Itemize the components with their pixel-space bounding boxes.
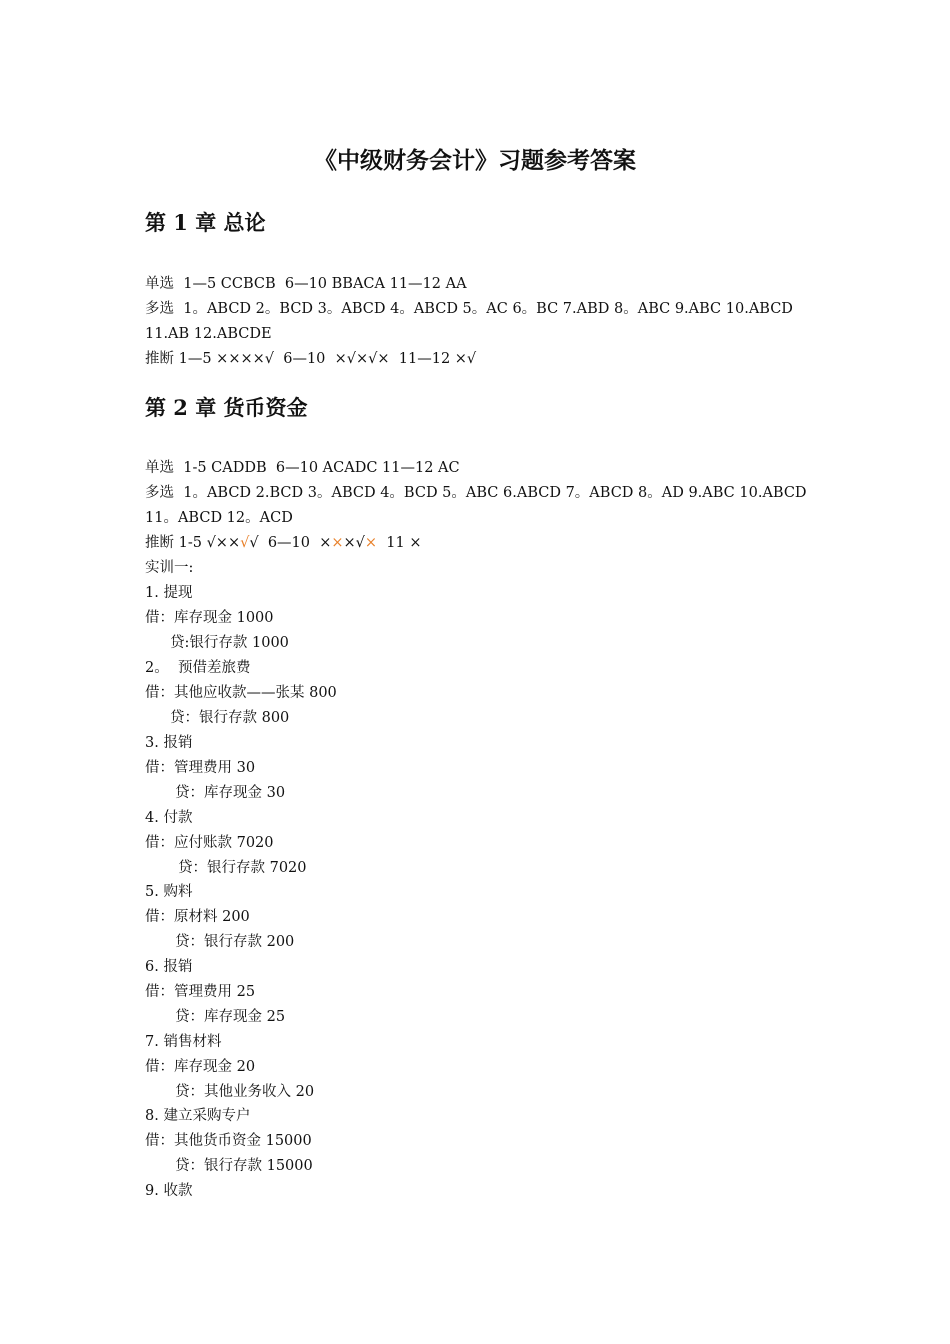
entry-credit: 贷：银行存款 800 [170, 710, 290, 726]
entry-debit: 借：管理费用 30 [145, 760, 256, 776]
ch2-single-choice: 单选 1-5 CADDB 6—10 ACADC 11—12 AC [145, 460, 460, 476]
judge-part-f-highlight: × [364, 535, 378, 551]
entry-debit: 借：原材料 200 [145, 909, 250, 925]
judge-part-a: 推断 1-5 √×× [145, 535, 241, 551]
entry-credit: 贷：银行存款 200 [175, 934, 295, 950]
entry-title: 2。 预借差旅费 [145, 660, 251, 676]
judge-part-d-highlight: × [331, 535, 344, 551]
entry-credit: 贷：库存现金 30 [175, 785, 286, 801]
entry-title: 5. 购料 [145, 884, 193, 900]
ch2-multi-choice: 多选 1。ABCD 2.BCD 3。ABCD 4。BCD 5。ABC 6.ABCD 7。ABCD 8。AD 9.ABC 10.ABCD [145, 485, 807, 501]
entry-debit: 借：应付账款 7020 [145, 835, 274, 851]
entry-credit: 贷：银行存款 15000 [175, 1158, 313, 1174]
entry-debit: 借：库存现金 20 [145, 1059, 256, 1075]
entry-title: 8. 建立采购专户 [145, 1108, 251, 1124]
entry-credit: 贷：库存现金 25 [175, 1009, 286, 1025]
entry-credit: 贷：其他业务收入 20 [175, 1084, 315, 1100]
document-title: 《中级财务会计》习题参考答案 [314, 147, 636, 174]
entry-debit: 借：其他应收款——张某 800 [145, 685, 337, 701]
ch2-multi-choice-cont: 11。ABCD 12。ACD [145, 510, 293, 526]
entry-title: 6. 报销 [145, 959, 193, 975]
ch1-single-choice: 单选 1—5 CCBCB 6—10 BBACA 11—12 AA [145, 276, 467, 292]
entry-credit: 贷：银行存款 7020 [178, 860, 307, 876]
entry-debit: 借：管理费用 25 [145, 984, 256, 1000]
entry-title: 9. 收款 [145, 1183, 193, 1199]
entry-title: 3. 报销 [145, 735, 193, 751]
entry-debit: 借：库存现金 1000 [145, 610, 274, 626]
judge-part-c: √ 6—10 × [249, 535, 332, 551]
entry-title: 7. 销售材料 [145, 1034, 222, 1050]
entry-credit: 贷:银行存款 1000 [170, 635, 289, 651]
judge-part-b-highlight: √ [240, 535, 250, 551]
ch1-multi-choice: 多选 1。ABCD 2。BCD 3。ABCD 4。ABCD 5。AC 6。BC 7.ABD 8。ABC 9.ABC 10.ABCD [145, 301, 793, 317]
judge-part-g: 11 × [377, 535, 422, 551]
judge-part-e: ×√ [343, 535, 365, 551]
chapter-2-heading: 第 2 章 货币资金 [145, 395, 308, 420]
entry-title: 1. 提现 [145, 585, 193, 601]
ch1-multi-choice-cont: 11.AB 12.ABCDE [145, 326, 272, 342]
training-label: 实训一: [145, 560, 194, 576]
ch1-judgement: 推断 1—5 ××××√ 6—10 ×√×√× 11—12 ×√ [145, 351, 477, 367]
ch2-judgement [145, 533, 422, 553]
chapter-1-heading: 第 1 章 总论 [145, 210, 266, 235]
entry-title: 4. 付款 [145, 810, 193, 826]
entry-debit: 借：其他货币资金 15000 [145, 1133, 312, 1149]
